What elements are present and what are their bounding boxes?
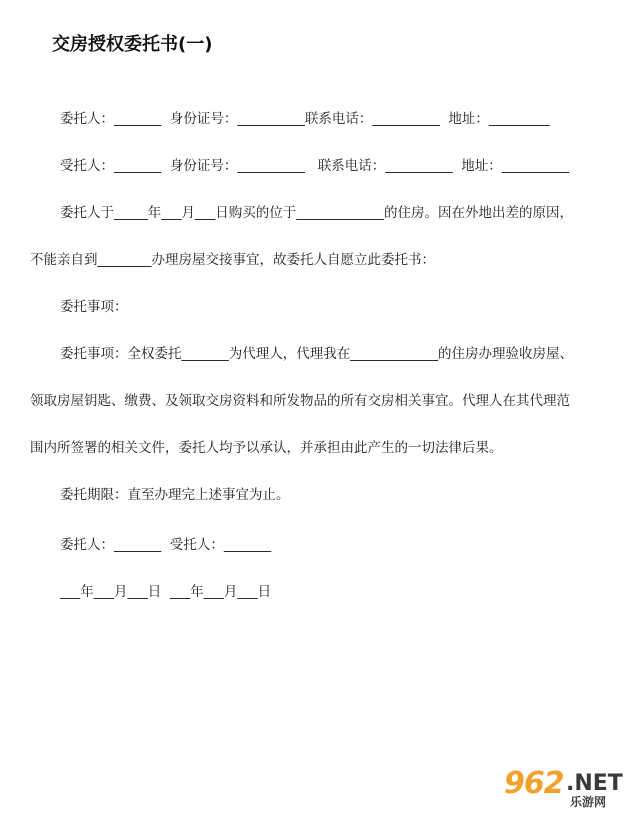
agent-info-line: 受托人：_______ 身份证号：__________ 联系电话：__________ 地址：__________ <box>60 158 570 174</box>
watermark-label: 乐游网 <box>570 795 607 809</box>
dates-line: ___年___月___日 ___年___月___日 <box>60 584 272 600</box>
principal-info-line: 委托人：_______ 身份证号：__________联系电话：__________ 地址：_________ <box>60 111 550 127</box>
document-title: 交房授权委托书(一) <box>52 34 213 55</box>
matters-body-line: 委托事项：全权委托_______为代理人，代理我在_____________的住房办理验收房屋、 <box>60 346 573 362</box>
matters-body-cont-line: 领取房屋钥匙、缴费、及领取交房资料和所发物品的所有交房相关事宜。代理人在其代理范 <box>30 393 570 409</box>
purchase-statement-line: 委托人于_____年___月___日购买的位于_____________的住房。因在外地出差的原因， <box>60 205 573 221</box>
matters-body-cont2-line: 围内所签署的相关文件，委托人均予以承认，并承担由此产生的一切法律后果。 <box>30 440 503 456</box>
site-watermark-logo <box>504 768 632 814</box>
watermark-domain: .NET <box>566 771 623 796</box>
watermark-number: 962 <box>504 766 564 801</box>
purchase-statement-cont-line: 不能亲自到________办理房屋交接事宜，故委托人自愿立此委托书： <box>30 252 435 268</box>
term-line: 委托期限：直至办理完上述事宜为止。 <box>60 487 290 503</box>
signatures-line: 委托人：_______ 受托人：_______ <box>60 537 272 553</box>
matters-heading: 委托事项： <box>60 299 128 315</box>
